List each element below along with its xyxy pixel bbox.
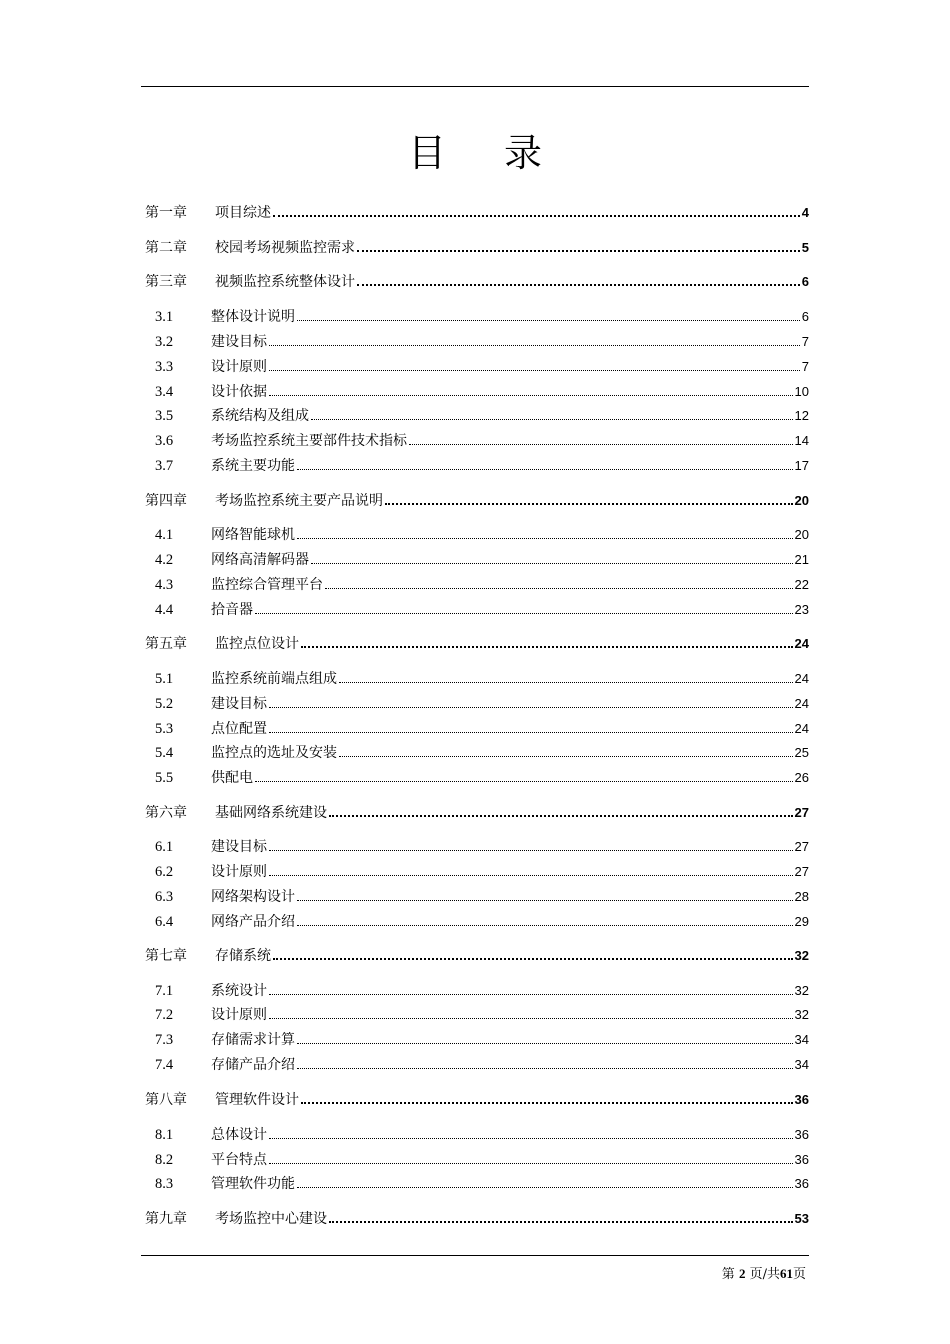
toc-dot-leader (325, 587, 793, 589)
toc-dot-leader (301, 645, 793, 648)
toc-entry-number: 7.4 (155, 1057, 174, 1073)
toc-entry-title: 建设目标 (211, 839, 267, 855)
toc-entry-title: 监控综合管理平台 (211, 577, 323, 593)
toc-entry-page-number: 21 (794, 552, 809, 567)
toc-entry-title: 系统主要功能 (211, 458, 295, 474)
toc-chapter-entry[interactable] (141, 802, 809, 824)
toc-section-entry[interactable] (141, 693, 809, 715)
toc-chapter-entry[interactable] (141, 490, 809, 512)
toc-dot-leader (269, 394, 793, 396)
toc-entry-title: 系统结构及组成 (211, 408, 309, 424)
toc-entry-page-number: 34 (794, 1032, 809, 1047)
toc-entry-page-number: 27 (794, 805, 809, 820)
toc-dot-leader (269, 849, 793, 851)
toc-entry-number: 第一章 (145, 205, 187, 221)
toc-entry-title: 管理软件设计 (215, 1092, 299, 1108)
toc-entry-number: 3.1 (155, 309, 174, 325)
toc-entry-number: 6.3 (155, 889, 174, 905)
toc-entry-number: 4.4 (155, 602, 174, 618)
toc-entry-title: 总体设计 (211, 1127, 267, 1143)
toc-entry-title: 整体设计说明 (211, 309, 295, 325)
toc-entry-page-number: 20 (794, 527, 809, 542)
toc-section-entry[interactable] (141, 1173, 809, 1195)
toc-entry-number: 第四章 (145, 493, 187, 509)
toc-section-entry[interactable] (141, 1124, 809, 1146)
toc-chapter-entry[interactable] (141, 945, 809, 967)
toc-entry-number: 第八章 (145, 1092, 187, 1108)
footer-suffix: 页 (792, 1267, 806, 1282)
toc-entry-page-number: 36 (794, 1152, 809, 1167)
page-footer (722, 1263, 806, 1282)
toc-section-entry[interactable] (141, 524, 809, 546)
toc-dot-leader (269, 344, 800, 346)
toc-entry-page-number: 10 (794, 384, 809, 399)
toc-dot-leader (297, 899, 793, 901)
toc-entry-title: 设计原则 (211, 359, 267, 375)
toc-chapter-entry[interactable] (141, 202, 809, 224)
footer-total-pages: 61 (779, 1266, 793, 1281)
toc-entry-page-number: 24 (794, 696, 809, 711)
toc-dot-leader (269, 731, 793, 733)
toc-entry-page-number: 27 (794, 864, 809, 879)
toc-dot-leader (269, 706, 793, 708)
toc-entry-number: 4.3 (155, 577, 174, 593)
toc-dot-leader (311, 418, 793, 420)
toc-dot-leader (297, 537, 793, 539)
toc-entry-title: 建设目标 (211, 334, 267, 350)
toc-entry-title: 设计依据 (211, 384, 267, 400)
toc-dot-leader (273, 957, 793, 960)
toc-entry-page-number: 25 (794, 745, 809, 760)
toc-section-entry[interactable] (141, 886, 809, 908)
toc-entry-page-number: 7 (801, 359, 809, 374)
toc-entry-number: 6.1 (155, 839, 174, 855)
toc-entry-number: 8.1 (155, 1127, 174, 1143)
toc-section-entry[interactable] (141, 430, 809, 452)
toc-section-entry[interactable] (141, 718, 809, 740)
toc-entry-page-number: 32 (794, 983, 809, 998)
toc-dot-leader (297, 468, 793, 470)
toc-dot-leader (329, 814, 793, 817)
toc-dot-leader (269, 1162, 793, 1164)
toc-section-entry[interactable] (141, 1004, 809, 1026)
toc-entry-number: 第二章 (145, 240, 187, 256)
toc-entry-page-number: 24 (794, 721, 809, 736)
toc-entry-page-number: 24 (794, 671, 809, 686)
toc-entry-page-number: 29 (794, 914, 809, 929)
toc-dot-leader (269, 1017, 793, 1019)
toc-entry-page-number: 53 (794, 1211, 809, 1226)
toc-entry-page-number: 27 (794, 839, 809, 854)
toc-entry-page-number: 34 (794, 1057, 809, 1072)
toc-dot-leader (269, 369, 800, 371)
toc-entry-page-number: 20 (794, 493, 809, 508)
toc-entry-number: 7.1 (155, 983, 174, 999)
toc-entry-title: 校园考场视频监控需求 (215, 240, 355, 256)
toc-entry-title: 设计原则 (211, 864, 267, 880)
toc-entry-title: 监控点的选址及安装 (211, 745, 337, 761)
toc-entry-page-number: 24 (794, 636, 809, 651)
toc-entry-page-number: 32 (794, 1007, 809, 1022)
toc-section-entry[interactable] (141, 549, 809, 571)
toc-entry-page-number: 23 (794, 602, 809, 617)
toc-dot-leader (269, 874, 793, 876)
toc-entry-number: 5.3 (155, 721, 174, 737)
toc-entry-page-number: 17 (794, 458, 809, 473)
toc-entry-number: 5.1 (155, 671, 174, 687)
toc-entry-page-number: 22 (794, 577, 809, 592)
toc-entry-number: 3.4 (155, 384, 174, 400)
toc-entry-title: 平台特点 (211, 1152, 267, 1168)
toc-entry-number: 第六章 (145, 805, 187, 821)
toc-section-entry[interactable] (141, 980, 809, 1002)
toc-entry-title: 存储需求计算 (211, 1032, 295, 1048)
toc-entry-title: 管理软件功能 (211, 1176, 295, 1192)
toc-entry-number: 8.2 (155, 1152, 174, 1168)
toc-dot-leader (339, 681, 793, 683)
toc-entry-page-number: 36 (794, 1092, 809, 1107)
toc-chapter-entry[interactable] (141, 633, 809, 655)
toc-dot-leader (357, 249, 800, 252)
footer-middle: 页/共 (749, 1267, 780, 1282)
toc-entry-title: 网络产品介绍 (211, 914, 295, 930)
toc-entry-title: 基础网络系统建设 (215, 805, 327, 821)
toc-entry-number: 第九章 (145, 1211, 187, 1227)
footer-rule (141, 1255, 809, 1256)
toc-entry-title: 存储产品介绍 (211, 1057, 295, 1073)
toc-section-entry[interactable] (141, 306, 809, 328)
toc-entry-number: 3.7 (155, 458, 174, 474)
toc-dot-leader (297, 319, 800, 321)
toc-entry-number: 4.2 (155, 552, 174, 568)
toc-dot-leader (297, 1042, 793, 1044)
toc-section-entry[interactable] (141, 1029, 809, 1051)
toc-section-entry[interactable] (141, 767, 809, 789)
toc-dot-leader (385, 502, 793, 505)
toc-entry-title: 视频监控系统整体设计 (215, 274, 355, 290)
toc-entry-number: 5.4 (155, 745, 174, 761)
toc-section-entry[interactable] (141, 455, 809, 477)
toc-entry-page-number: 14 (794, 433, 809, 448)
toc-entry-page-number: 7 (801, 334, 809, 349)
toc-entry-page-number: 6 (801, 274, 809, 289)
toc-dot-leader (273, 214, 800, 217)
toc-section-entry[interactable] (141, 1149, 809, 1171)
toc-entry-title: 网络高清解码器 (211, 552, 309, 568)
toc-dot-leader (255, 612, 793, 614)
toc-entry-number: 6.2 (155, 864, 174, 880)
toc-section-entry[interactable] (141, 668, 809, 690)
toc-entry-number: 第七章 (145, 948, 187, 964)
toc-dot-leader (269, 1137, 793, 1139)
toc-section-entry[interactable] (141, 405, 809, 427)
toc-entry-number: 3.3 (155, 359, 174, 375)
toc-entry-title: 考场监控系统主要产品说明 (215, 493, 383, 509)
toc-section-entry[interactable] (141, 331, 809, 353)
toc-entry-title: 设计原则 (211, 1007, 267, 1023)
toc-entry-number: 3.6 (155, 433, 174, 449)
toc-dot-leader (297, 1067, 793, 1069)
toc-entry-page-number: 32 (794, 948, 809, 963)
toc-entry-title: 项目综述 (215, 205, 271, 221)
footer-prefix: 第 (721, 1267, 735, 1282)
toc-dot-leader (409, 443, 793, 445)
toc-entry-number: 5.5 (155, 770, 174, 786)
title-char-2: 录 (504, 131, 543, 175)
toc-section-entry[interactable] (141, 911, 809, 933)
toc-entry-number: 7.2 (155, 1007, 174, 1023)
toc-entry-number: 6.4 (155, 914, 174, 930)
toc-section-entry[interactable] (141, 836, 809, 858)
toc-dot-leader (297, 1186, 793, 1188)
toc-section-entry[interactable] (141, 599, 809, 621)
toc-entry-title: 监控系统前端点组成 (211, 671, 337, 687)
toc-entry-number: 5.2 (155, 696, 174, 712)
toc-entry-page-number: 28 (794, 889, 809, 904)
toc-dot-leader (297, 924, 793, 926)
toc-section-entry[interactable] (141, 381, 809, 403)
toc-entry-page-number: 6 (801, 309, 809, 324)
title-char-1: 目 (407, 131, 446, 175)
toc-entry-title: 考场监控系统主要部件技术指标 (211, 433, 407, 449)
toc-dot-leader (339, 755, 793, 757)
toc-chapter-entry[interactable] (141, 1089, 809, 1111)
toc-section-entry[interactable] (141, 742, 809, 764)
toc-entry-number: 3.2 (155, 334, 174, 350)
toc-dot-leader (357, 283, 800, 286)
toc-entry-title: 网络智能球机 (211, 527, 295, 543)
toc-entry-number: 第五章 (145, 636, 187, 652)
toc-entry-number: 4.1 (155, 527, 174, 543)
toc-entry-title: 建设目标 (211, 696, 267, 712)
toc-entry-number: 7.3 (155, 1032, 174, 1048)
toc-dot-leader (269, 993, 793, 995)
toc-entry-title: 拾音器 (211, 602, 253, 618)
toc-entry-page-number: 5 (801, 240, 809, 255)
toc-entry-number: 8.3 (155, 1176, 174, 1192)
toc-entry-page-number: 4 (801, 205, 809, 220)
toc-entry-title: 存储系统 (215, 948, 271, 964)
toc-section-entry[interactable] (141, 356, 809, 378)
toc-dot-leader (311, 562, 793, 564)
toc-entry-title: 网络架构设计 (211, 889, 295, 905)
toc-entry-page-number: 12 (794, 408, 809, 423)
toc-entry-title: 系统设计 (211, 983, 267, 999)
toc-entry-title: 供配电 (211, 770, 253, 786)
toc-section-entry[interactable] (141, 574, 809, 596)
toc-entry-page-number: 26 (794, 770, 809, 785)
toc-section-entry[interactable] (141, 861, 809, 883)
toc-entry-title: 考场监控中心建设 (215, 1211, 327, 1227)
toc-dot-leader (301, 1101, 793, 1104)
toc-entry-page-number: 36 (794, 1176, 809, 1191)
toc-entry-page-number: 36 (794, 1127, 809, 1142)
toc-chapter-entry[interactable] (141, 1208, 809, 1230)
footer-current-page: 2 (738, 1266, 746, 1281)
toc-chapter-entry[interactable] (141, 271, 809, 293)
toc-dot-leader (329, 1220, 793, 1223)
toc-entry-title: 监控点位设计 (215, 636, 299, 652)
toc-entry-title: 点位配置 (211, 721, 267, 737)
toc-dot-leader (255, 780, 793, 782)
toc-section-entry[interactable] (141, 1054, 809, 1076)
toc-entry-number: 3.5 (155, 408, 174, 424)
toc-entry-number: 第三章 (145, 274, 187, 290)
toc-chapter-entry[interactable] (141, 237, 809, 259)
